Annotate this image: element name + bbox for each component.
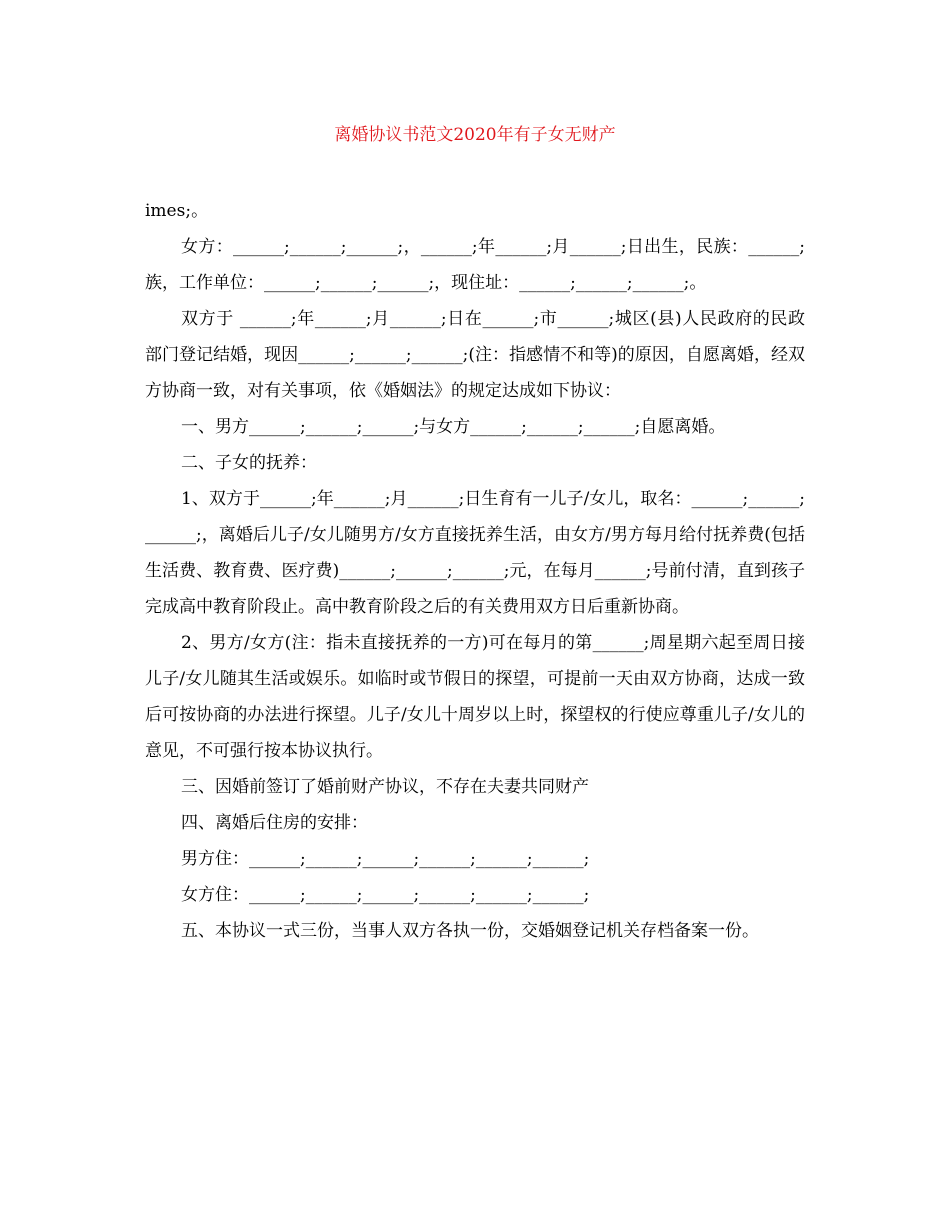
paragraph-clause-2-heading: 二、子女的抚养： [181,453,317,473]
paragraph-wife-info: 女方：______;______;______;，______;年______;月______;日出生，民族：______;族，工作单位：______;______;______;，现住址：______;______;______;。 [145,237,805,293]
paragraph-husband-residence: 男方住：______;______;______;______;______;______; [181,849,590,869]
paragraph-clause-4-heading: 四、离婚后住房的安排： [181,813,368,833]
document-body [145,193,805,949]
paragraph-clause-3-property: 三、因婚前签订了婚前财产协议，不存在夫妻共同财产 [181,777,589,797]
paragraph-child-custody: 1、双方于______;年______;月______;日生育有一儿子/女儿，取名：______;______;______;，离婚后儿子/女儿随男方/女方直接抚养生活，由女方/男方每月给付抚养费(包括生活费、教育费、医疗费)______;______;______;元，在每月______;号前付清，直到孩子完成高中教育阶段止。高中教育阶段之后的有关费用双方日后重新协商。 [145,489,805,617]
document-title: 离婚协议书范文2020年有子女无财产 [334,125,616,145]
paragraph-wife-residence: 女方住：______;______;______;______;______;______; [181,885,590,905]
paragraph-visitation: 2、男方/女方(注：指未直接抚养的一方)可在每月的第______;周星期六起至周日接儿子/女儿随其生活或娱乐。如临时或节假日的探望，可提前一天由双方协商，达成一致后可按协商的办法进行探望。儿子/女儿十周岁以上时，探望权的行使应尊重儿子/女儿的意见，不可强行按本协议执行。 [145,633,805,761]
paragraph-intro-fragment: imes;。 [145,201,209,221]
paragraph-clause-5-copies: 五、本协议一式三份，当事人双方各执一份，交婚姻登记机关存档备案一份。 [181,921,759,941]
paragraph-clause-1-divorce: 一、男方______;______;______;与女方______;______;______;自愿离婚。 [181,417,726,437]
paragraph-marriage-registration: 双方于 ______;年______;月______;日在______;市______;城区(县)人民政府的民政部门登记结婚，现因______;______;______;(注：指感情不和等)的原因，自愿离婚，经双方协商一致，对有关事项，依《婚姻法》的规定达成如下协议： [145,309,805,401]
